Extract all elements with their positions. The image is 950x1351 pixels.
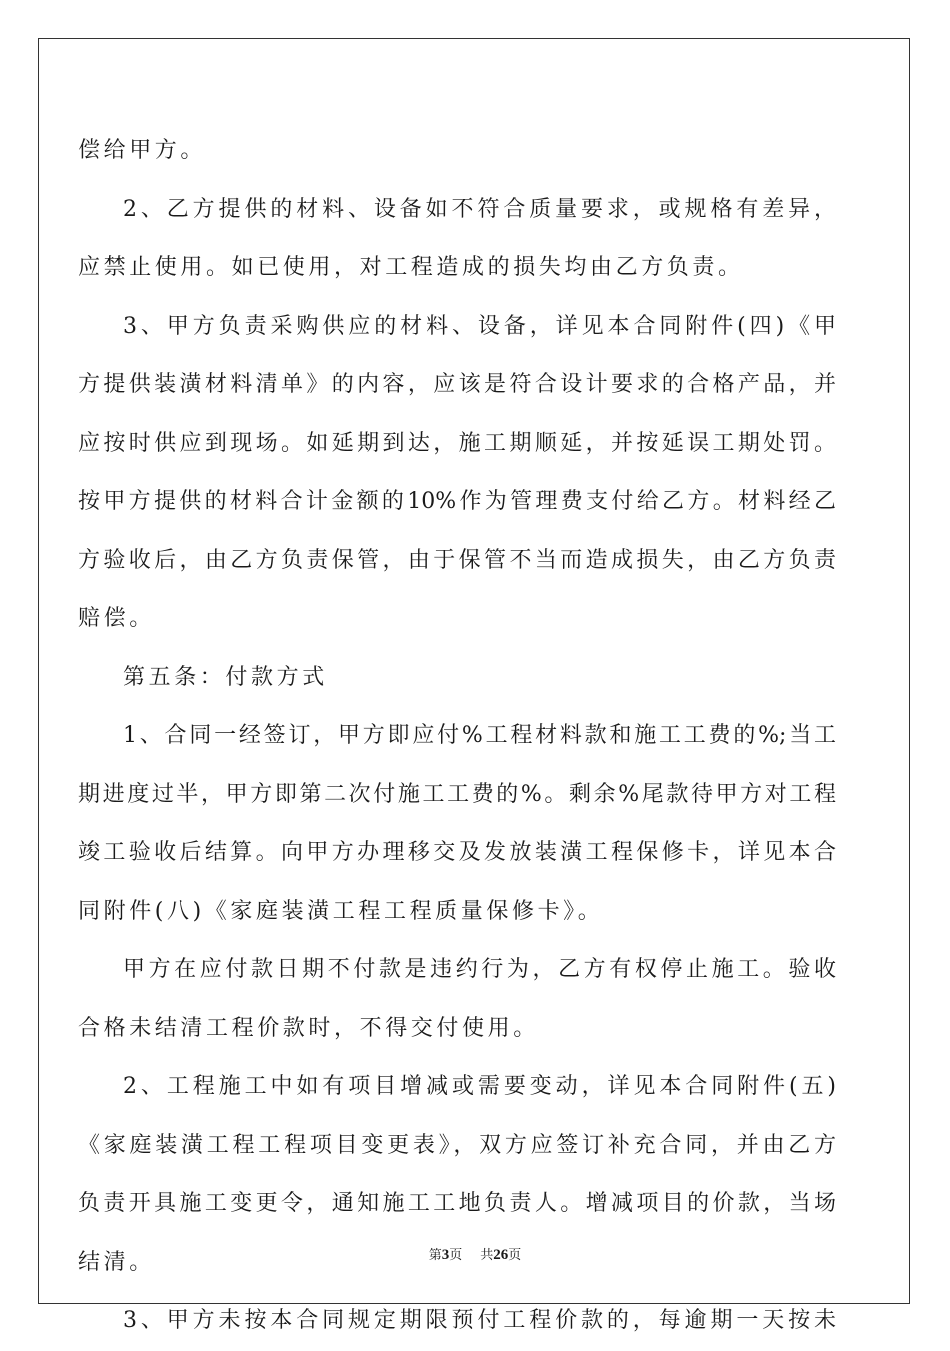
page-footer <box>0 1244 950 1264</box>
text-line: 赔偿。 <box>78 606 155 631</box>
text-line: 竣工验收后结算。向甲方办理移交及发放装潢工程保修卡，详见本合 <box>78 840 836 865</box>
text-line: 甲方在应付款日期不付款是违约行为，乙方有权停止施工。验收 <box>123 957 836 982</box>
total-suffix: 页 <box>508 1248 522 1263</box>
total-pages: 26 <box>493 1247 509 1263</box>
text-line: 方验收后，由乙方负责保管，由于保管不当而造成损失，由乙方负责 <box>78 547 836 573</box>
text-line: 3、甲方未按本合同规定期限预付工程价款的，每逾期一天按未 <box>123 1308 836 1333</box>
page-number: 3 <box>441 1247 450 1263</box>
text-line: 同附件(八)《家庭装潢工程工程质量保修卡》。 <box>78 898 604 924</box>
total-prefix: 共 <box>480 1248 494 1263</box>
text-line: 应按时供应到现场。如延期到达，施工期顺延，并按延误工期处罚。 <box>78 430 836 456</box>
text-line: 3、甲方负责采购供应的材料、设备，详见本合同附件(四)《甲 <box>123 313 836 339</box>
text-line: 结清。 <box>78 1249 155 1275</box>
text-line: 方提供装潢材料清单》的内容，应该是符合设计要求的合格产品，并 <box>78 372 836 397</box>
text-line: 1、合同一经签订，甲方即应付%工程材料款和施工工费的%;当工 <box>123 723 836 748</box>
document-body <box>78 122 836 1351</box>
text-line: 应禁止使用。如已使用，对工程造成的损失均由乙方负责。 <box>78 255 744 280</box>
text-line: 2、乙方提供的材料、设备如不符合质量要求，或规格有差异， <box>123 196 836 222</box>
section-heading: 第五条：付款方式 <box>123 664 328 690</box>
text-line: 按甲方提供的材料合计金额的10%作为管理费支付给乙方。材料经乙 <box>78 489 836 514</box>
text-line: 合格未结清工程价款时，不得交付使用。 <box>78 1015 539 1041</box>
text-line: 期进度过半，甲方即第二次付施工工费的%。剩余%尾款待甲方对工程 <box>78 781 836 807</box>
text-line: 偿给甲方。 <box>78 138 207 163</box>
page-suffix: 页 <box>449 1248 463 1263</box>
page-prefix: 第 <box>428 1248 442 1263</box>
text-line: 《家庭装潢工程工程项目变更表》，双方应签订补充合同，并由乙方 <box>78 1132 836 1158</box>
text-line: 2、工程施工中如有项目增减或需要变动，详见本合同附件(五) <box>123 1074 836 1099</box>
text-line: 负责开具施工变更令，通知施工工地负责人。增减项目的价款，当场 <box>78 1191 836 1216</box>
